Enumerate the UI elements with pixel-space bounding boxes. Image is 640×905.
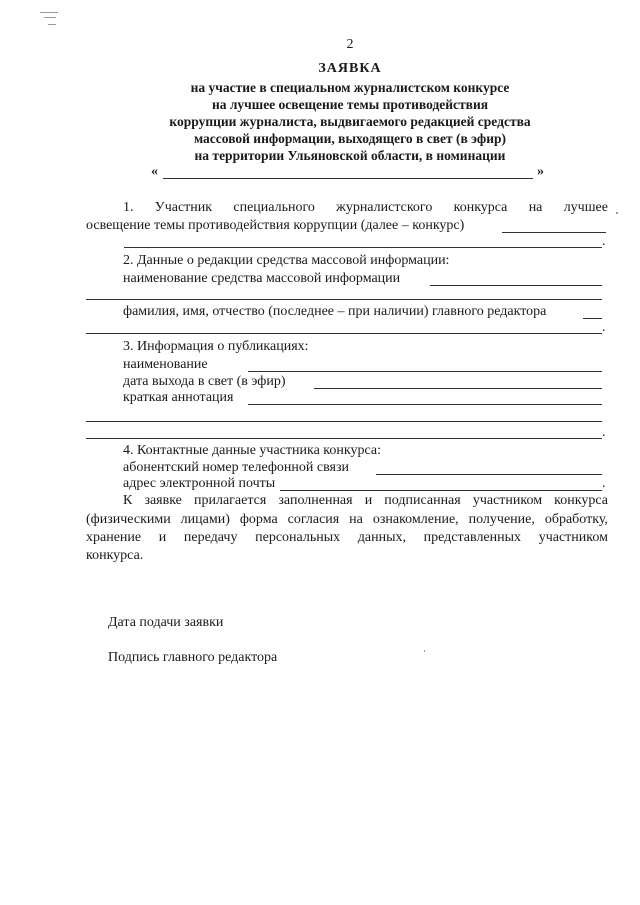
scan-speck — [40, 12, 58, 13]
word: лицами) — [180, 512, 230, 527]
page-number: 2 — [346, 37, 354, 52]
word: (физическими — [86, 512, 171, 527]
editor-name-field[interactable] — [583, 318, 602, 319]
annotation-label: краткая аннотация — [123, 390, 234, 405]
release-date-field[interactable] — [314, 388, 602, 389]
subtitle-line-2: на лучшее освещение темы противодействия — [211, 97, 489, 112]
phone-label: абонентский номер телефонной связи — [123, 460, 349, 475]
section1-line1 — [123, 200, 608, 216]
word: 1. — [123, 200, 134, 215]
word: заполненная — [278, 493, 353, 508]
word: согласия — [287, 512, 340, 527]
word: К — [123, 493, 133, 508]
word: передачу — [183, 530, 238, 545]
word: прилагается — [194, 493, 267, 508]
media-name-field-cont[interactable] — [86, 299, 602, 300]
word: данных, — [357, 530, 407, 545]
subtitle-line-3: коррупции журналиста, выдвигаемого редакцией средства — [169, 114, 531, 129]
word: подписанная — [384, 493, 461, 508]
email-field[interactable] — [280, 490, 602, 491]
word: участником — [472, 493, 543, 508]
attachment-line-1 — [123, 493, 608, 509]
line-end-mark: . — [602, 425, 606, 440]
editor-name-field-cont[interactable] — [86, 333, 602, 334]
word: и — [158, 530, 167, 545]
subtitle-line-5: на территории Ульяновской области, в номинации — [194, 148, 506, 163]
document-title: ЗАЯВКА — [318, 61, 382, 76]
email-label: адрес электронной почты — [123, 476, 276, 491]
word: персональных — [255, 530, 341, 545]
attachment-line-4: конкурса. — [86, 548, 144, 563]
nomination-open-quote: « — [151, 164, 158, 179]
subtitle-line-1: на участие в специальном журналистском конкурсе — [190, 80, 510, 95]
word: обработку, — [544, 512, 608, 527]
phone-field[interactable] — [376, 474, 602, 475]
scan-speck — [48, 24, 56, 25]
signature-label: Подпись главного редактора — [108, 650, 278, 665]
word: форма — [239, 512, 278, 527]
word: и — [364, 493, 373, 508]
section3-heading: 3. Информация о публикациях: — [123, 339, 309, 354]
attachment-line-3 — [86, 530, 608, 546]
editor-name-label: фамилия, имя, отчество (последнее – при наличии) главного редактора — [123, 304, 547, 319]
word: Участник — [154, 200, 213, 215]
word: хранение — [86, 530, 142, 545]
submission-date-label: Дата подачи заявки — [108, 615, 224, 630]
section2-heading: 2. Данные о редакции средства массовой информации: — [123, 253, 450, 268]
contest-participant-field-cont[interactable] — [124, 247, 602, 248]
word: на — [349, 512, 363, 527]
line-end-mark: . — [602, 320, 606, 335]
release-date-label: дата выхода в свет (в эфир) — [123, 374, 286, 389]
word: представленных — [423, 530, 522, 545]
nomination-close-quote: » — [537, 164, 544, 179]
annotation-field-cont-1[interactable] — [86, 421, 602, 422]
subtitle-line-4: массовой информации, выходящего в свет (в эфир) — [193, 131, 507, 146]
scan-speck — [44, 17, 56, 18]
annotation-field-cont-2[interactable] — [86, 438, 602, 439]
publication-name-label: наименование — [123, 357, 208, 372]
media-name-field[interactable] — [430, 285, 602, 286]
attachment-line-2 — [86, 512, 608, 528]
scan-speck — [616, 212, 618, 214]
line-end-mark: . — [602, 476, 606, 491]
word: специального — [233, 200, 315, 215]
word: лучшее — [563, 200, 608, 215]
word: конкурса — [554, 493, 608, 508]
annotation-field[interactable] — [248, 404, 602, 405]
word: журналистского — [336, 200, 433, 215]
scan-speck — [424, 650, 425, 652]
word: получение, — [468, 512, 535, 527]
word: участником — [538, 530, 608, 545]
section4-heading: 4. Контактные данные участника конкурса: — [123, 443, 381, 458]
section1-line2: освещение темы противодействия коррупции (далее – конкурс) — [86, 218, 465, 233]
line-end-mark: . — [602, 234, 606, 249]
media-name-label: наименование средства массовой информации — [123, 271, 401, 286]
contest-participant-field[interactable] — [502, 232, 606, 233]
nomination-field[interactable] — [163, 178, 533, 179]
word: ознакомление, — [372, 512, 459, 527]
word: конкурса — [453, 200, 508, 215]
word: заявке — [144, 493, 182, 508]
publication-name-field[interactable] — [248, 371, 602, 372]
word: на — [528, 200, 543, 215]
